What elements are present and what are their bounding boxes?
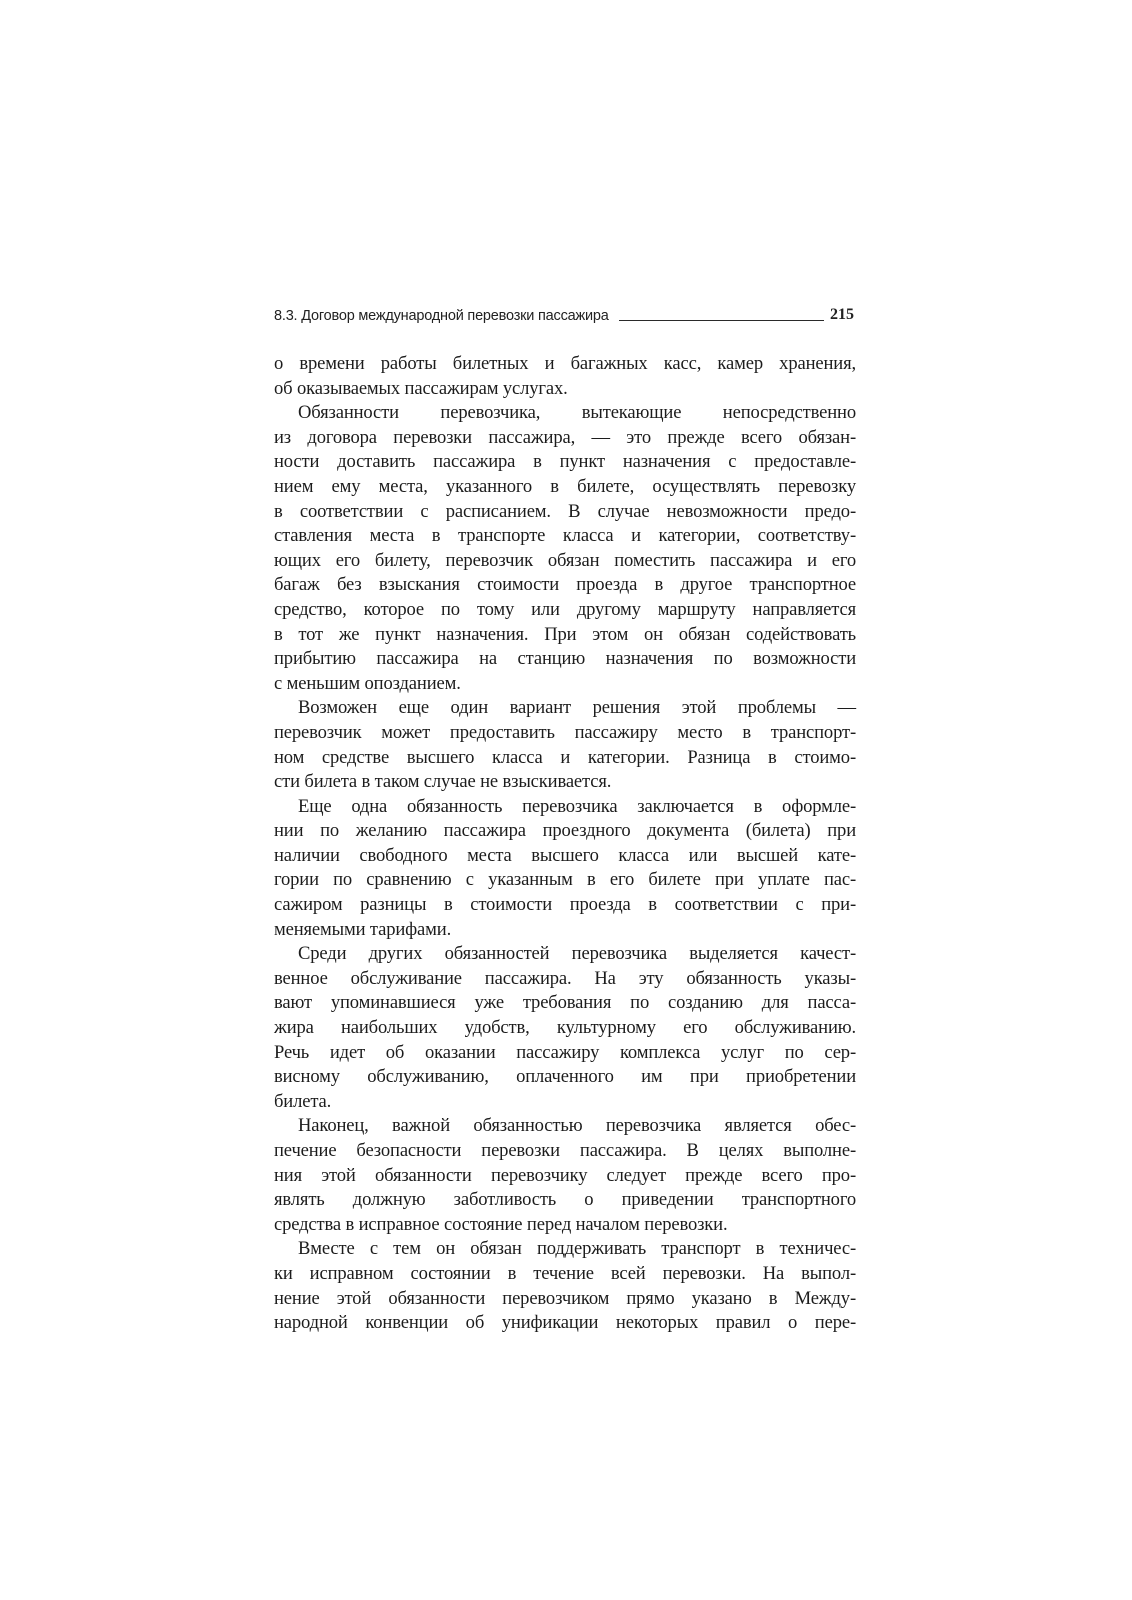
- text-line: венное обслуживание пассажира. На эту обязанность указы-: [274, 967, 856, 989]
- text-line: являть должную заботливость о приведении транспортного: [274, 1189, 856, 1211]
- text-line: Наконец, важной обязанностью перевозчика является обес-: [298, 1115, 856, 1137]
- text-line: ности доставить пассажира в пункт назначения с предоставле-: [274, 451, 856, 473]
- text-line: Еще одна обязанность перевозчика заключается в оформле-: [298, 795, 856, 817]
- text-line: об оказываемых пассажирам услугах.: [274, 377, 568, 399]
- text-line: билета.: [274, 1090, 332, 1112]
- text-line: средства в исправное состояние перед началом перевозки.: [274, 1213, 728, 1235]
- text-line: нием ему места, указанного в билете, осуществлять перевозку: [274, 475, 856, 497]
- text-line: нии по желанию пассажира проездного документа (билета) при: [274, 820, 856, 842]
- body-text: [274, 352, 856, 1336]
- text-line: Обязанности перевозчика, вытекающие непосредственно: [298, 402, 856, 424]
- running-header: [274, 302, 856, 324]
- text-line: сажиром разницы в стоимости проезда в соответствии с при-: [274, 894, 856, 916]
- text-line: печение безопасности перевозки пассажира. В целях выполне-: [274, 1140, 856, 1161]
- text-line: о времени работы билетных и багажных касс, камер хранения,: [274, 353, 856, 374]
- text-line: народной конвенции об унификации некоторых правил о пере-: [274, 1312, 856, 1334]
- text-line: вают упоминавшиеся уже требования по созданию для пасса-: [274, 992, 856, 1014]
- text-line: средство, которое по тому или другому маршруту направляется: [274, 598, 856, 620]
- text-line: меняемыми тарифами.: [274, 918, 452, 940]
- text-line: ки исправном состоянии в течение всей перевозки. На выпол-: [274, 1262, 856, 1284]
- text-line: из договора перевозки пассажира, — это прежде всего обязан-: [274, 426, 856, 448]
- text-line: жира наибольших удобств, культурному его обслуживанию.: [274, 1017, 856, 1039]
- text-line: с меньшим опозданием.: [274, 672, 461, 694]
- text-line: Речь идет об оказании пассажиру комплекса услуг по сер-: [274, 1041, 856, 1063]
- chapter-title: 8.3. Договор международной перевозки пассажира: [274, 308, 609, 324]
- text-line: перевозчик может предоставить пассажиру место в транспорт-: [274, 721, 856, 743]
- text-line: наличии свободного места высшего класса или высшей кате-: [274, 844, 856, 866]
- text-line: ющих его билету, перевозчик обязан поместить пассажира и его: [274, 549, 856, 571]
- text-line: в тот же пункт назначения. При этом он обязан содействовать: [274, 623, 856, 645]
- text-line: Возможен еще один вариант решения этой проблемы —: [298, 697, 856, 719]
- text-line: висному обслуживанию, оплаченного им при приобретении: [274, 1066, 856, 1088]
- page-number: 215: [830, 306, 854, 323]
- book-page: [274, 302, 856, 1336]
- text-line: ном средстве высшего класса и категории. Разница в стоимо-: [274, 746, 856, 768]
- text-line: ставления места в транспорте класса и категории, соответству-: [274, 525, 856, 547]
- header-rule: [619, 320, 824, 321]
- text-line: Вместе с тем он обязан поддерживать транспорт в техничес-: [298, 1238, 856, 1260]
- text-line: ния этой обязанности перевозчику следует прежде всего про-: [274, 1164, 856, 1186]
- text-line: Среди других обязанностей перевозчика выделяется качест-: [298, 943, 856, 965]
- text-line: нение этой обязанности перевозчиком прямо указано в Между-: [274, 1287, 856, 1309]
- text-line: прибытию пассажира на станцию назначения по возможности: [274, 648, 856, 670]
- text-line: в соответствии с расписанием. В случае невозможности предо-: [274, 500, 856, 522]
- text-line: багаж без взыскания стоимости проезда в другое транспортное: [274, 574, 856, 596]
- text-line: гории по сравнению с указанным в его билете при уплате пас-: [274, 869, 856, 891]
- text-line: сти билета в таком случае не взыскивается.: [274, 771, 612, 793]
